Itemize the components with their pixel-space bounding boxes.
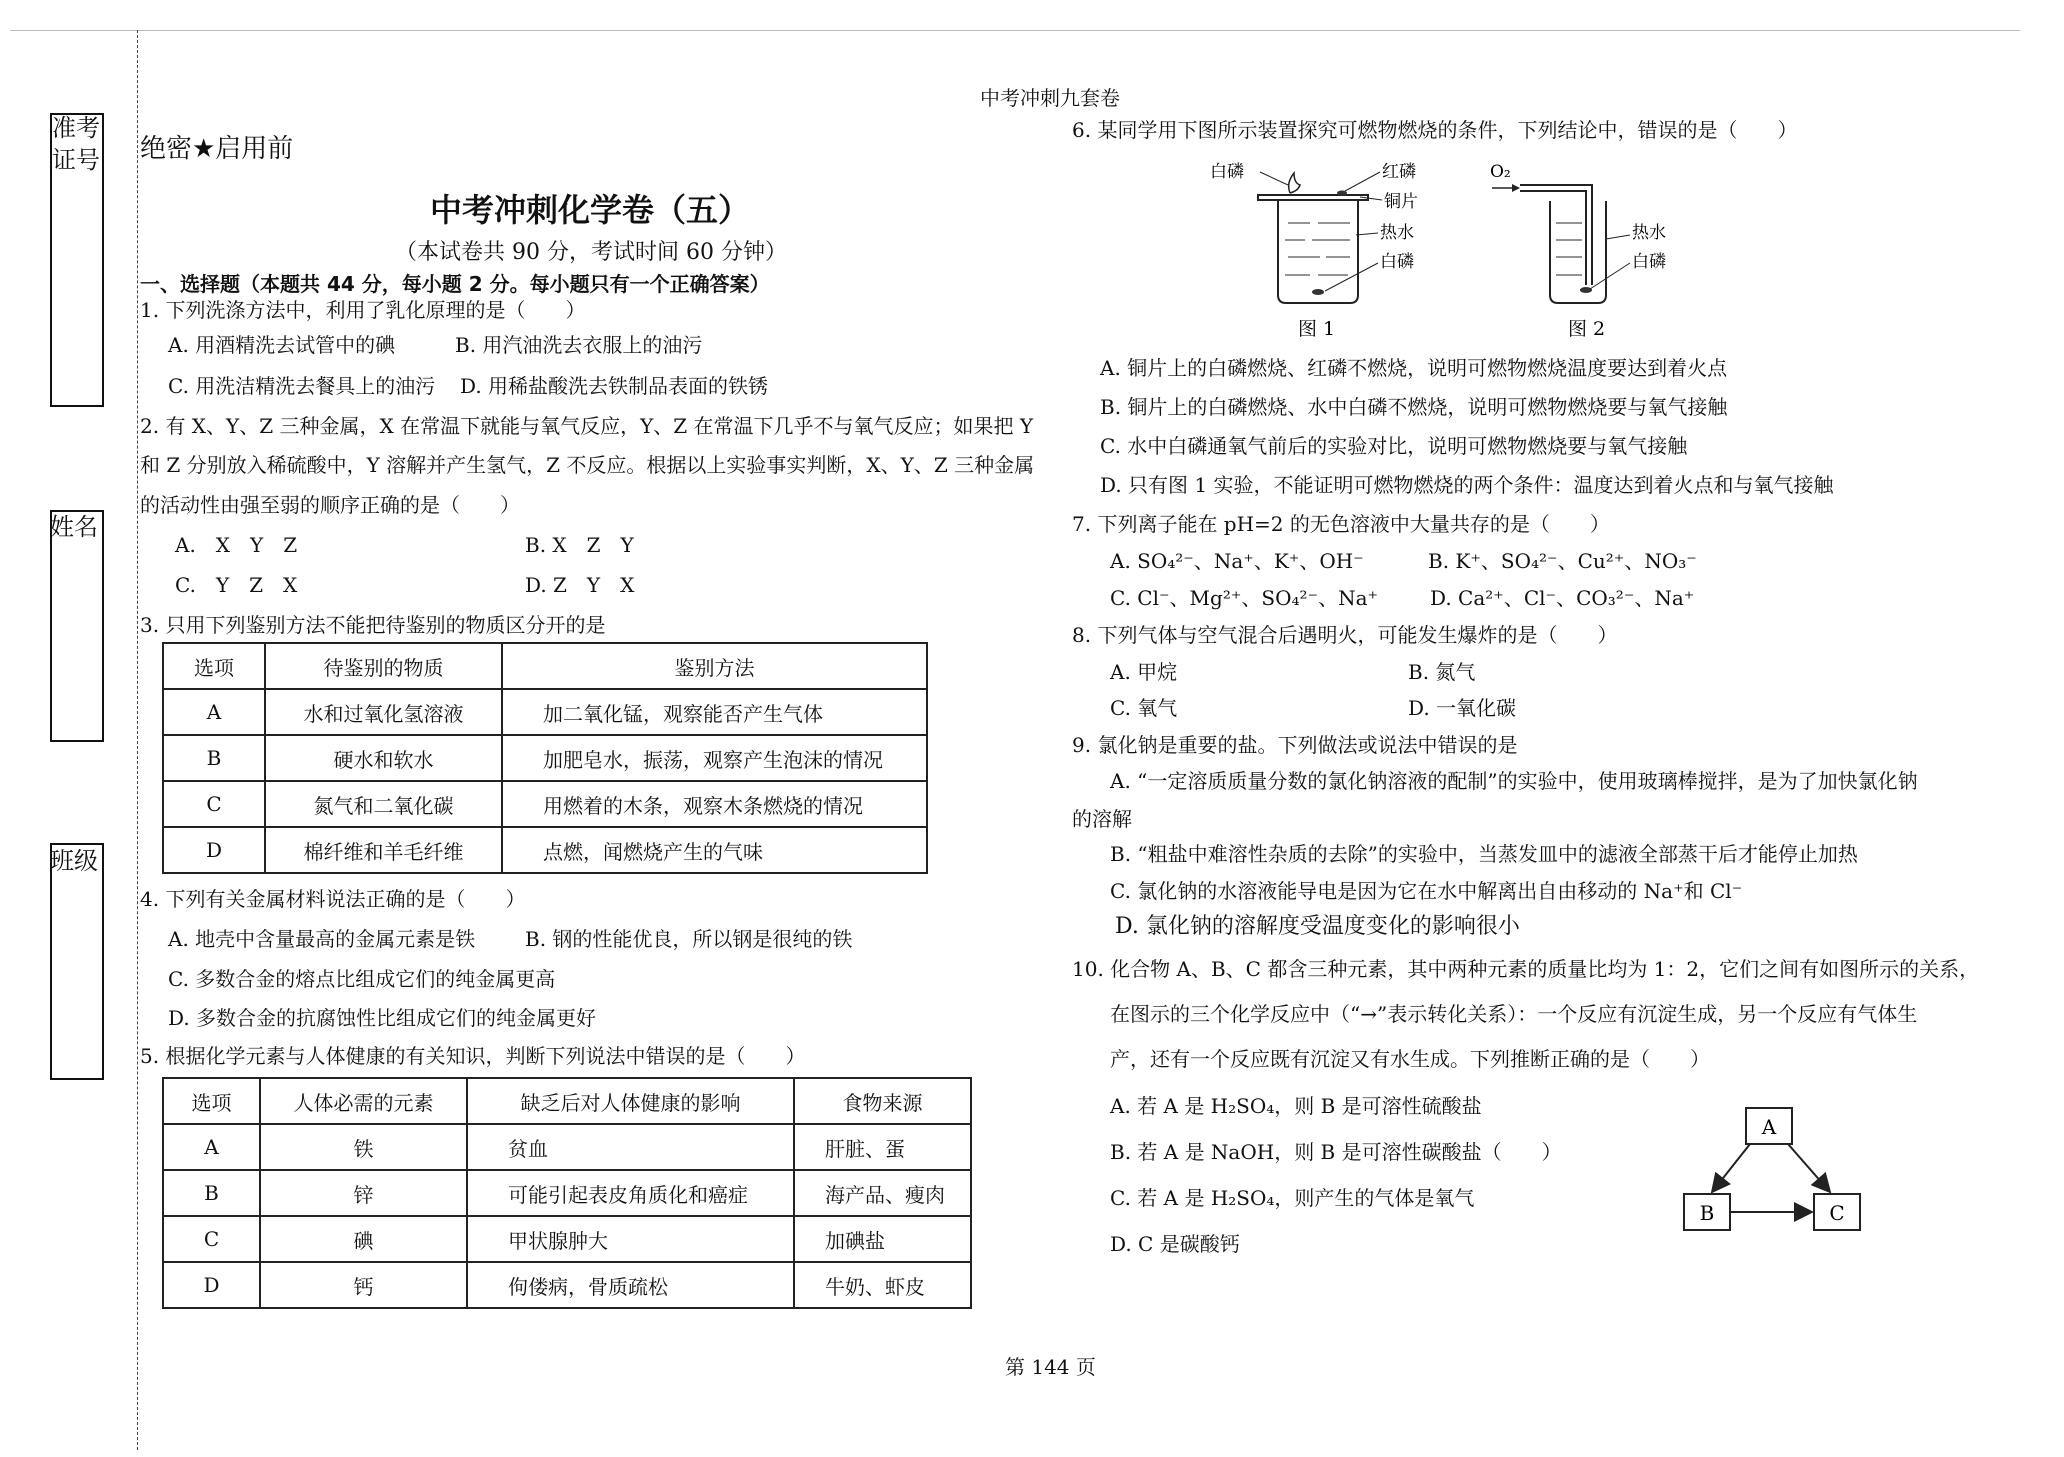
table-row bbox=[163, 1216, 971, 1262]
table-cell: 牛奶、虾皮 bbox=[794, 1262, 971, 1308]
q8-option-a: A. 甲烷 bbox=[1110, 660, 1178, 684]
binding-dashed-line bbox=[137, 30, 138, 1450]
q8-stem: 8. 下列气体与空气混合后遇明火，可能发生爆炸的是（ ） bbox=[1072, 623, 1618, 647]
q7-option-d: D. Ca²⁺、Cl⁻、CO₃²⁻、Na⁺ bbox=[1430, 586, 1695, 610]
table-header-row bbox=[163, 1078, 971, 1124]
exam-title: 中考冲刺化学卷（五） bbox=[430, 191, 751, 229]
q4-option-b: B. 钢的性能优良，所以钢是很纯的铁 bbox=[525, 927, 853, 951]
q1-option-c: C. 用洗洁精洗去餐具上的油污 bbox=[168, 374, 436, 398]
label-hot-water: 热水 bbox=[1380, 223, 1414, 243]
q2-option-a: A. X Y Z bbox=[175, 533, 298, 557]
q7-stem: 7. 下列离子能在 pH=2 的无色溶液中大量共存的是（ ） bbox=[1072, 512, 1610, 536]
table-cell: A bbox=[163, 689, 265, 735]
q2-line-3: 的活动性由强至弱的顺序正确的是（ ） bbox=[140, 493, 520, 517]
q7-option-c: C. Cl⁻、Mg²⁺、SO₄²⁻、Na⁺ bbox=[1110, 586, 1379, 610]
table-cell: B bbox=[163, 735, 265, 781]
q2-line-2: 和 Z 分别放入稀硫酸中，Y 溶解并产生氢气，Z 不反应。根据以上实验事实判断，X、Y、Z 三种金属 bbox=[140, 453, 1035, 477]
table-cell: 加肥皂水，振荡，观察产生泡沫的情况 bbox=[502, 735, 927, 781]
table-row bbox=[163, 735, 927, 781]
q8-option-d: D. 一氧化碳 bbox=[1408, 696, 1517, 720]
label-white-phosphorus: 白磷 bbox=[1210, 162, 1244, 182]
table-row bbox=[163, 781, 927, 827]
submerged-white-phosphorus bbox=[1580, 287, 1592, 293]
name-label: 姓名 bbox=[50, 513, 98, 541]
arrow-icon bbox=[1512, 184, 1520, 192]
arrow-a-to-b bbox=[1712, 1144, 1750, 1192]
label-white-phosphorus: 白磷 bbox=[1632, 252, 1666, 272]
q10-line-3: 产，还有一个反应既有沉淀又有水生成。下列推断正确的是（ ） bbox=[1110, 1047, 1710, 1071]
series-header: 中考冲刺九套卷 bbox=[980, 86, 1120, 110]
table-cell: C bbox=[163, 781, 265, 827]
gas-tube bbox=[1520, 185, 1592, 285]
label-copper-sheet: 铜片 bbox=[1384, 192, 1418, 212]
water-lines bbox=[1285, 223, 1350, 275]
table-row bbox=[163, 689, 927, 735]
beaker-1 bbox=[1278, 201, 1358, 303]
table-header-cell: 待鉴别的物质 bbox=[265, 643, 502, 689]
copper-plate bbox=[1258, 195, 1368, 200]
q6-option-d: D. 只有图 1 实验，不能证明可燃物燃烧的两个条件：温度达到着火点和与氧气接触 bbox=[1100, 473, 1834, 497]
beaker-2 bbox=[1550, 201, 1606, 303]
q10-line-1: 10. 化合物 A、B、C 都含三种元素，其中两种元素的质量比均为 1：2，它们之间有如图所示的关系， bbox=[1072, 957, 1980, 981]
q3-stem: 3. 只用下列鉴别方法不能把待鉴别的物质区分开的是 bbox=[140, 613, 606, 637]
q4-option-c: C. 多数合金的熔点比组成它们的纯金属更高 bbox=[168, 967, 556, 991]
table-header-cell: 食物来源 bbox=[794, 1078, 971, 1124]
top-border-line bbox=[10, 30, 2020, 31]
table-cell: 碘 bbox=[260, 1216, 467, 1262]
q5-table bbox=[162, 1077, 972, 1309]
q5-stem: 5. 根据化学元素与人体健康的有关知识，判断下列说法中错误的是（ ） bbox=[140, 1044, 806, 1068]
table-cell: 锌 bbox=[260, 1170, 467, 1216]
node-b-label: B bbox=[1699, 1201, 1715, 1225]
label-white-phosphorus-2: 白磷 bbox=[1380, 252, 1414, 272]
q6-figure-2 bbox=[1490, 155, 1710, 345]
q2-option-d: D. Z Y X bbox=[525, 573, 635, 597]
q1-option-a: A. 用酒精洗去试管中的碘 bbox=[168, 333, 396, 357]
table-cell: 加二氧化锰，观察能否产生气体 bbox=[502, 689, 927, 735]
water-lines bbox=[1556, 223, 1582, 275]
table-cell: C bbox=[163, 1216, 260, 1262]
q3-table bbox=[162, 642, 928, 874]
table-cell: B bbox=[163, 1170, 260, 1216]
table-header-cell: 人体必需的元素 bbox=[260, 1078, 467, 1124]
table-cell: 海产品、瘦肉 bbox=[794, 1170, 971, 1216]
table-cell: 贫血 bbox=[467, 1124, 794, 1170]
q10-option-b: B. 若 A 是 NaOH，则 B 是可溶性碳酸盐（ ） bbox=[1110, 1140, 1562, 1164]
q9-option-d: D. 氯化钠的溶解度受温度变化的影响很小 bbox=[1115, 914, 1520, 939]
table-cell: 水和过氧化氢溶液 bbox=[265, 689, 502, 735]
figure-1-caption: 图 1 bbox=[1298, 318, 1336, 340]
table-cell: 棉纤维和羊毛纤维 bbox=[265, 827, 502, 873]
table-cell: D bbox=[163, 1262, 260, 1308]
q7-option-a: A. SO₄²⁻、Na⁺、K⁺、OH⁻ bbox=[1110, 549, 1364, 573]
table-cell: 佝偻病，骨质疏松 bbox=[467, 1262, 794, 1308]
name-box bbox=[50, 510, 104, 742]
table-row bbox=[163, 1170, 971, 1216]
arrow-a-to-c bbox=[1788, 1144, 1830, 1192]
node-a-label: A bbox=[1761, 1115, 1777, 1139]
q9-option-b: B. “粗盐中难溶性杂质的去除”的实验中，当蒸发皿中的滤液全部蒸干后才能停止加热 bbox=[1110, 842, 1858, 866]
table-row bbox=[163, 1124, 971, 1170]
q6-option-c: C. 水中白磷通氧气前后的实验对比，说明可燃物燃烧要与氧气接触 bbox=[1100, 434, 1688, 458]
q2-line-1: 2. 有 X、Y、Z 三种金属，X 在常温下就能与氧气反应，Y、Z 在常温下几乎不与氧气反应；如果把 Y bbox=[140, 414, 1034, 438]
label-red-phosphorus: 红磷 bbox=[1382, 162, 1416, 182]
submerged-white-phosphorus bbox=[1312, 289, 1324, 295]
q7-option-b: B. K⁺、SO₄²⁻、Cu²⁺、NO₃⁻ bbox=[1428, 549, 1697, 573]
q6-option-a: A. 铜片上的白磷燃烧、红磷不燃烧，说明可燃物燃烧温度要达到着火点 bbox=[1100, 356, 1728, 380]
table-header-cell: 选项 bbox=[163, 643, 265, 689]
page-number: 第 144 页 bbox=[1005, 1355, 1096, 1379]
node-c-label: C bbox=[1829, 1201, 1845, 1225]
q8-option-b: B. 氮气 bbox=[1408, 660, 1476, 684]
table-row bbox=[163, 1262, 971, 1308]
figure-2-caption: 图 2 bbox=[1568, 318, 1606, 340]
q9-option-c: C. 氯化钠的水溶液能导电是因为它在水中解离出自由移动的 Na⁺和 Cl⁻ bbox=[1110, 879, 1743, 903]
label-oxygen: O₂ bbox=[1490, 162, 1511, 182]
q8-option-c: C. 氧气 bbox=[1110, 696, 1178, 720]
table-cell: D bbox=[163, 827, 265, 873]
exam-subtitle: （本试卷共 90 分，考试时间 60 分钟） bbox=[395, 240, 787, 265]
table-header-cell: 选项 bbox=[163, 1078, 260, 1124]
flame-icon bbox=[1289, 173, 1300, 193]
confidential-mark: 绝密★启用前 bbox=[140, 134, 294, 164]
table-header-row bbox=[163, 643, 927, 689]
q10-option-d: D. C 是碳酸钙 bbox=[1110, 1232, 1240, 1256]
q1-option-d: D. 用稀盐酸洗去铁制品表面的铁锈 bbox=[460, 374, 769, 398]
q4-stem: 4. 下列有关金属材料说法正确的是（ ） bbox=[140, 887, 526, 911]
q1-option-b: B. 用汽油洗去衣服上的油污 bbox=[455, 333, 703, 357]
q10-option-a: A. 若 A 是 H₂SO₄，则 B 是可溶性硫酸盐 bbox=[1110, 1094, 1482, 1118]
table-header-cell: 鉴别方法 bbox=[502, 643, 927, 689]
q9-stem: 9. 氯化钠是重要的盐。下列做法或说法中错误的是 bbox=[1072, 733, 1518, 757]
q10-option-c: C. 若 A 是 H₂SO₄，则产生的气体是氧气 bbox=[1110, 1186, 1475, 1210]
table-cell: 可能引起表皮角质化和癌症 bbox=[467, 1170, 794, 1216]
table-header-cell: 缺乏后对人体健康的影响 bbox=[467, 1078, 794, 1124]
label-hot-water: 热水 bbox=[1632, 223, 1666, 243]
exam-id-label-2: 证号 bbox=[52, 146, 100, 174]
q10-diagram bbox=[1670, 1100, 1870, 1240]
q9-option-a-line-1: A. “一定溶质质量分数的氯化钠溶液的配制”的实验中，使用玻璃棒搅拌，是为了加快氯化钠 bbox=[1110, 769, 1918, 793]
class-box bbox=[50, 843, 104, 1080]
q4-option-a: A. 地壳中含量最高的金属元素是铁 bbox=[168, 927, 476, 951]
table-cell: 用燃着的木条，观察木条燃烧的情况 bbox=[502, 781, 927, 827]
table-cell: 氮气和二氧化碳 bbox=[265, 781, 502, 827]
q4-option-d: D. 多数合金的抗腐蚀性比组成它们的纯金属更好 bbox=[168, 1006, 597, 1030]
q2-option-b: B. X Z Y bbox=[525, 533, 634, 557]
table-cell: 硬水和软水 bbox=[265, 735, 502, 781]
table-cell: 铁 bbox=[260, 1124, 467, 1170]
q6-figure-1 bbox=[1210, 155, 1430, 345]
table-cell: 肝脏、蛋 bbox=[794, 1124, 971, 1170]
table-cell: 甲状腺肿大 bbox=[467, 1216, 794, 1262]
q1-stem: 1. 下列洗涤方法中，利用了乳化原理的是（ ） bbox=[140, 298, 586, 322]
exam-id-label-1: 准考 bbox=[52, 114, 100, 142]
class-label: 班级 bbox=[50, 847, 98, 875]
table-cell: 点燃，闻燃烧产生的气味 bbox=[502, 827, 927, 873]
section-heading: 一、选择题（本题共 44 分，每小题 2 分。每小题只有一个正确答案） bbox=[140, 272, 770, 296]
q6-stem: 6. 某同学用下图所示装置探究可燃物燃烧的条件，下列结论中，错误的是（ ） bbox=[1072, 118, 1798, 142]
q2-option-c: C. Y Z X bbox=[175, 573, 298, 597]
q10-line-2: 在图示的三个化学反应中（“→”表示转化关系）：一个反应有沉淀生成，另一个反应有气体生 bbox=[1110, 1002, 1918, 1026]
q6-option-b: B. 铜片上的白磷燃烧、水中白磷不燃烧，说明可燃物燃烧要与氧气接触 bbox=[1100, 395, 1728, 419]
table-cell: 钙 bbox=[260, 1262, 467, 1308]
q9-option-a-line-2: 的溶解 bbox=[1072, 807, 1132, 831]
table-cell: A bbox=[163, 1124, 260, 1170]
table-cell: 加碘盐 bbox=[794, 1216, 971, 1262]
table-row bbox=[163, 827, 927, 873]
